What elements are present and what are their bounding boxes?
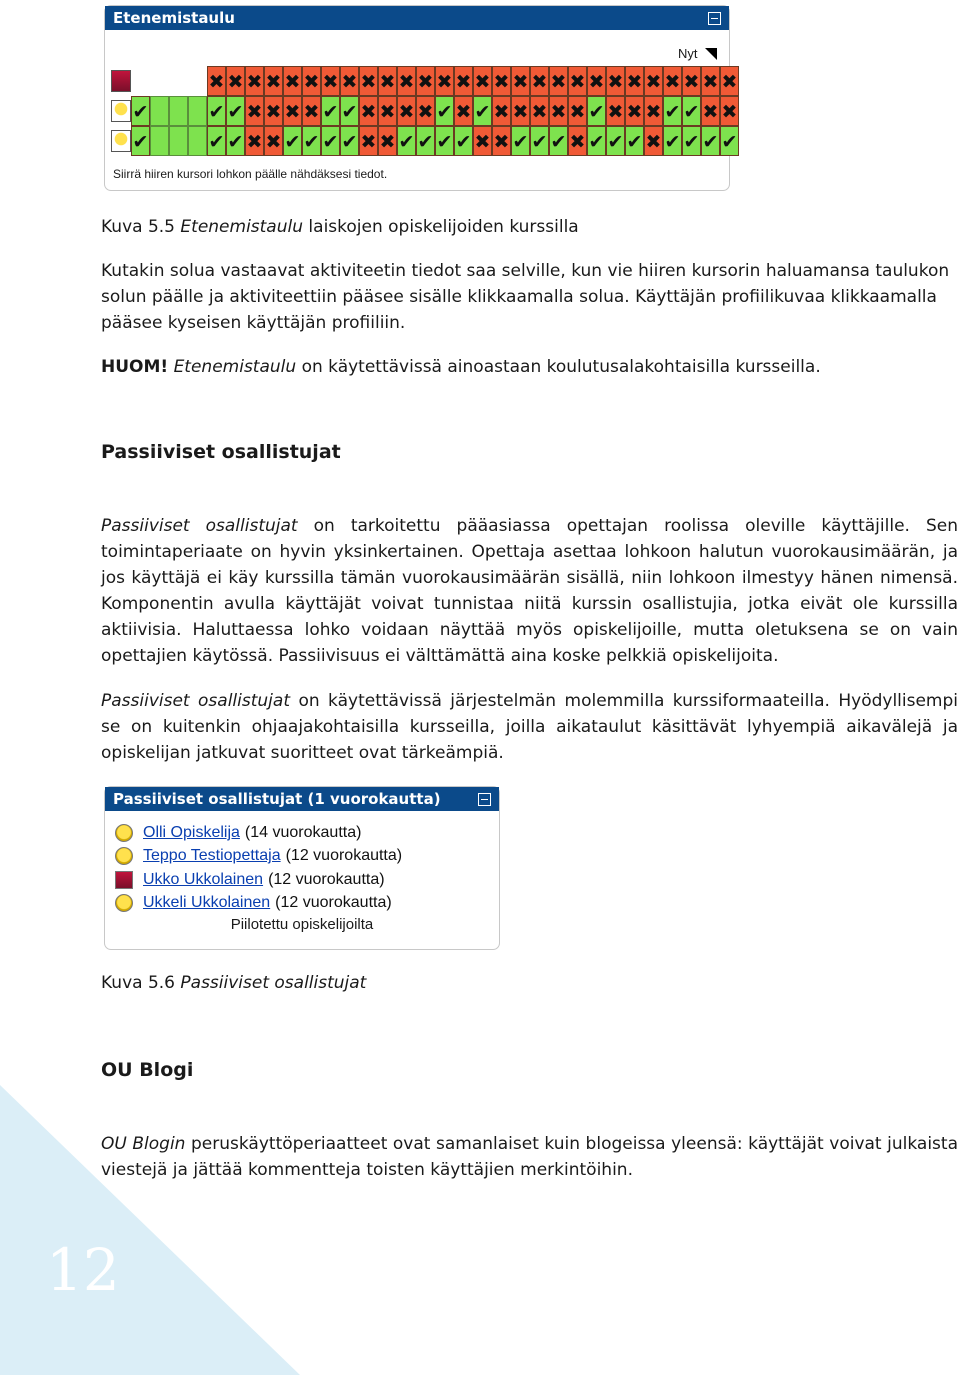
progress-cell-not-completed[interactable] — [663, 66, 682, 96]
smiley-avatar-icon[interactable] — [115, 847, 133, 865]
smiley-avatar-icon[interactable] — [115, 824, 133, 842]
cross-icon: ✖ — [284, 71, 301, 93]
cross-icon: ✖ — [474, 131, 491, 153]
paragraph-ou-blog — [101, 1131, 958, 1183]
checkmark-icon: ✔ — [683, 101, 700, 123]
checkmark-icon: ✔ — [436, 131, 453, 153]
checkmark-icon: ✔ — [683, 131, 700, 153]
cross-icon: ✖ — [398, 71, 415, 93]
cross-icon: ✖ — [493, 71, 510, 93]
checkmark-icon: ✔ — [132, 131, 149, 153]
progress-cell-not-completed[interactable] — [283, 96, 302, 126]
progress-cell-not-completed[interactable] — [625, 96, 644, 126]
checkmark-icon: ✔ — [132, 101, 149, 123]
participant-name-link[interactable]: Olli Opiskelija — [143, 824, 240, 841]
cross-icon: ✖ — [284, 101, 301, 123]
cross-icon: ✖ — [626, 71, 643, 93]
cross-icon: ✖ — [626, 101, 643, 123]
progress-cell-not-completed[interactable] — [568, 126, 587, 156]
paragraph-progress-usage: Kutakin solua vastaavat aktiviteetin tiedot saa selville, kun vie hiiren kursorin haluamansa taulukon solun päälle ja aktiviteettiin pääsee sisälle klikkaamalla solua. Käyttäjän profiilikuvaa klikkaamalla pääsee kyseisen käyttäjän profiiliin. — [101, 261, 950, 333]
checkmark-icon: ✔ — [417, 131, 434, 153]
cross-icon: ✖ — [265, 131, 282, 153]
cross-icon: ✖ — [379, 101, 396, 123]
progress-cell-completed[interactable] — [340, 126, 359, 156]
progress-cell-completed[interactable] — [625, 126, 644, 156]
progress-cell-not-completed[interactable] — [245, 126, 264, 156]
collapse-icon[interactable] — [708, 12, 721, 25]
checkmark-icon: ✔ — [664, 131, 681, 153]
paragraph-term: OU Blogin — [101, 1134, 186, 1154]
participant-name-link[interactable]: Ukko Ukkolainen — [143, 871, 264, 888]
progress-cell-not-completed[interactable] — [606, 96, 625, 126]
progress-cell-not-completed[interactable] — [701, 66, 720, 96]
note-label: HUOM! — [101, 357, 169, 377]
passive-block-title: Passiiviset osallistujat (1 vuorokautta) — [113, 790, 441, 808]
cross-icon: ✖ — [550, 71, 567, 93]
progress-cell-not-completed[interactable] — [644, 96, 663, 126]
participant-item — [115, 869, 385, 891]
cross-icon: ✖ — [474, 71, 491, 93]
progress-cell-completed[interactable] — [435, 126, 454, 156]
cross-icon: ✖ — [398, 101, 415, 123]
progress-cell-not-completed[interactable] — [359, 126, 378, 156]
red-avatar-icon[interactable] — [111, 70, 131, 92]
checkmark-icon: ✔ — [664, 101, 681, 123]
progress-cell-completed[interactable] — [226, 96, 245, 126]
progress-block-header — [105, 6, 729, 30]
progress-cell-not-completed[interactable] — [454, 66, 473, 96]
cross-icon: ✖ — [550, 101, 567, 123]
checkmark-icon: ✔ — [531, 131, 548, 153]
progress-cell-extra[interactable] — [188, 126, 207, 156]
progress-cell-not-completed[interactable] — [302, 96, 321, 126]
cross-icon: ✖ — [569, 131, 586, 153]
red-avatar-icon[interactable] — [115, 871, 133, 889]
checkmark-icon: ✔ — [721, 131, 738, 153]
progress-cell-not-completed[interactable] — [378, 66, 397, 96]
paragraph-term: Passiiviset osallistujat — [101, 516, 298, 536]
progress-cell-completed[interactable] — [663, 96, 682, 126]
participant-item — [115, 892, 392, 914]
note-paragraph — [101, 354, 958, 380]
progress-cell-completed[interactable] — [587, 96, 606, 126]
hidden-from-students-label: Piilotettu opiskelijoilta — [230, 916, 374, 933]
cross-icon: ✖ — [455, 71, 472, 93]
participant-days: (14 vuorokautta) — [244, 824, 362, 841]
cross-icon: ✖ — [341, 71, 358, 93]
checkmark-icon: ✔ — [474, 101, 491, 123]
progress-cell-completed[interactable] — [530, 126, 549, 156]
collapse-icon[interactable] — [478, 793, 491, 806]
paragraph-text: on tarkoitettu pääasiassa opettajan roolissa oleville käyttäjille. Sen toimintaperiaate on hyvin yksinkertainen. Opettaja asettaa lohkoon halutun vuorokausimäärän, ja jos käyttäjä ei käy kurssilla tämän vuorokausimäärän sisällä, niin lohkoon ilmestyy hänen nimensä. Komponentin avulla käyttäjät voivat tunnistaa niitä kurssin osallistujia, jotka eivät ole kurssilla aktiivisia. Haluttaessa lohko voidaan näyttää myös opiskelijoille, mutta oletuksena se on vain opettajien käytössä. Passiivisuus ei välttämättä aina koske pelkkiä opiskelijoita. — [101, 516, 958, 666]
progress-cell-extra[interactable] — [169, 126, 188, 156]
paragraph-passive-formats — [101, 688, 958, 766]
progress-cell-completed[interactable] — [511, 126, 530, 156]
checkmark-icon: ✔ — [607, 131, 624, 153]
progress-cell-not-completed[interactable] — [644, 126, 663, 156]
progress-cell-completed[interactable] — [606, 126, 625, 156]
progress-cell-not-completed[interactable] — [207, 66, 226, 96]
checkmark-icon: ✔ — [512, 131, 529, 153]
cross-icon: ✖ — [493, 101, 510, 123]
progress-cell-completed[interactable] — [340, 96, 359, 126]
progress-cell-completed[interactable] — [473, 96, 492, 126]
progress-cell-completed[interactable] — [131, 96, 150, 126]
checkmark-icon: ✔ — [322, 101, 339, 123]
checkmark-icon: ✔ — [588, 131, 605, 153]
progress-cell-not-completed[interactable] — [549, 66, 568, 96]
note-term: Etenemistaulu — [173, 357, 297, 377]
progress-cell-not-completed[interactable] — [720, 66, 739, 96]
checkmark-icon: ✔ — [626, 131, 643, 153]
progress-cell-not-completed[interactable] — [568, 96, 587, 126]
checkmark-icon: ✔ — [588, 101, 605, 123]
progress-block — [104, 5, 738, 191]
checkmark-icon: ✔ — [227, 101, 244, 123]
progress-cell-not-completed[interactable] — [435, 66, 454, 96]
heading-ou-blog: OU Blogi — [101, 1059, 194, 1081]
caption-prefix: Kuva 5.5 — [101, 217, 175, 237]
participant-days: (12 vuorokautta) — [275, 894, 392, 911]
progress-cell-not-completed[interactable] — [587, 66, 606, 96]
progress-cell-not-completed[interactable] — [682, 66, 701, 96]
cross-icon: ✖ — [246, 131, 263, 153]
progress-cell-completed[interactable] — [226, 126, 245, 156]
progress-cell-not-completed[interactable] — [416, 66, 435, 96]
progress-cell-completed[interactable] — [682, 96, 701, 126]
checkmark-icon: ✔ — [227, 131, 244, 153]
progress-cell-completed[interactable] — [302, 126, 321, 156]
progress-block-title: Etenemistaulu — [113, 9, 235, 27]
progress-cell-not-completed[interactable] — [378, 126, 397, 156]
paragraph-text: peruskäyttöperiaatteet ovat samanlaiset kuin blogeissa yleensä: käyttäjät voivat julkaista viestejä ja jättää kommentteja toisten käyttäjien merkintöihin. — [101, 1134, 958, 1180]
progress-cell-not-completed[interactable] — [340, 66, 359, 96]
checkmark-icon: ✔ — [303, 131, 320, 153]
progress-cell-not-completed[interactable] — [492, 96, 511, 126]
progress-cell-not-completed[interactable] — [302, 66, 321, 96]
cross-icon: ✖ — [360, 71, 377, 93]
cross-icon: ✖ — [493, 131, 510, 153]
cross-icon: ✖ — [664, 71, 681, 93]
progress-cell-completed[interactable] — [397, 126, 416, 156]
progress-cell-completed[interactable] — [549, 126, 568, 156]
progress-cell-not-completed[interactable] — [473, 126, 492, 156]
checkmark-icon: ✔ — [702, 131, 719, 153]
checkmark-icon: ✔ — [436, 101, 453, 123]
cross-icon: ✖ — [588, 71, 605, 93]
cross-icon: ✖ — [569, 71, 586, 93]
cross-icon: ✖ — [702, 71, 719, 93]
progress-cell-not-completed[interactable] — [530, 66, 549, 96]
passive-participants-block — [104, 786, 500, 950]
progress-cell-not-completed[interactable] — [492, 66, 511, 96]
progress-cell-not-completed[interactable] — [245, 96, 264, 126]
participant-name-link[interactable]: Ukkeli Ukkolainen — [143, 894, 271, 911]
smiley-avatar-icon[interactable] — [115, 894, 133, 912]
progress-cell-not-completed[interactable] — [625, 66, 644, 96]
progress-cell-not-completed[interactable] — [549, 96, 568, 126]
progress-cell-not-completed[interactable] — [397, 66, 416, 96]
caption-rest: laiskojen opiskelijoiden kurssilla — [308, 217, 579, 237]
cross-icon: ✖ — [322, 71, 339, 93]
cross-icon: ✖ — [531, 101, 548, 123]
progress-cell-completed[interactable] — [283, 126, 302, 156]
note-text: on käytettävissä ainoastaan koulutusalakohtaisilla kursseilla. — [301, 357, 821, 377]
progress-cell-completed[interactable] — [207, 126, 226, 156]
cross-icon: ✖ — [360, 101, 377, 123]
progress-cell-extra[interactable] — [169, 96, 188, 126]
cross-icon: ✖ — [455, 101, 472, 123]
cross-icon: ✖ — [512, 101, 529, 123]
cross-icon: ✖ — [512, 71, 529, 93]
cross-icon: ✖ — [360, 131, 377, 153]
progress-hint: Siirrä hiiren kursori lohkon päälle nähdäksesi tiedot. — [113, 167, 388, 181]
progress-cell-not-completed[interactable] — [321, 66, 340, 96]
cross-icon: ✖ — [683, 71, 700, 93]
cross-icon: ✖ — [265, 101, 282, 123]
progress-cell-completed[interactable] — [435, 96, 454, 126]
progress-cell-not-completed[interactable] — [264, 96, 283, 126]
participant-name-link[interactable]: Teppo Testiopettaja — [143, 847, 281, 864]
now-label: Nyt — [678, 46, 698, 61]
progress-cell-completed[interactable] — [454, 126, 473, 156]
progress-cell-not-completed[interactable] — [226, 66, 245, 96]
progress-cell-not-completed[interactable] — [720, 96, 739, 126]
checkmark-icon: ✔ — [455, 131, 472, 153]
progress-cell-not-completed[interactable] — [397, 96, 416, 126]
progress-cell-completed[interactable] — [416, 126, 435, 156]
cross-icon: ✖ — [227, 71, 244, 93]
progress-cell-extra[interactable] — [150, 126, 169, 156]
progress-cell-completed[interactable] — [663, 126, 682, 156]
caption-title: Etenemistaulu — [180, 217, 304, 237]
cross-icon: ✖ — [702, 101, 719, 123]
progress-cell-not-completed[interactable] — [701, 96, 720, 126]
participant-days: (12 vuorokautta) — [268, 871, 385, 888]
progress-cell-not-completed[interactable] — [264, 126, 283, 156]
cross-icon: ✖ — [607, 71, 624, 93]
participant-item — [115, 845, 402, 867]
cross-icon: ✖ — [246, 101, 263, 123]
paragraph-passive-description — [101, 513, 958, 669]
smiley-avatar-icon[interactable] — [111, 130, 131, 152]
paragraph-term: Passiiviset osallistujat — [101, 691, 290, 711]
caption-title: Passiiviset osallistujat — [180, 973, 367, 993]
progress-cell-not-completed[interactable] — [359, 96, 378, 126]
participant-days: (12 vuorokautta) — [285, 847, 403, 864]
cross-icon: ✖ — [265, 71, 282, 93]
cross-icon: ✖ — [379, 71, 396, 93]
cross-icon: ✖ — [721, 71, 738, 93]
cross-icon: ✖ — [379, 131, 396, 153]
cross-icon: ✖ — [721, 101, 738, 123]
progress-cell-extra[interactable] — [150, 96, 169, 126]
progress-cell-not-completed[interactable] — [492, 126, 511, 156]
cross-icon: ✖ — [417, 101, 434, 123]
checkmark-icon: ✔ — [550, 131, 567, 153]
progress-cell-not-completed[interactable] — [264, 66, 283, 96]
progress-cell-not-completed[interactable] — [644, 66, 663, 96]
progress-cell-completed[interactable] — [701, 126, 720, 156]
checkmark-icon: ✔ — [208, 131, 225, 153]
cross-icon: ✖ — [645, 131, 662, 153]
progress-cell-not-completed[interactable] — [568, 66, 587, 96]
progress-cell-not-completed[interactable] — [473, 66, 492, 96]
progress-cell-not-completed[interactable] — [378, 96, 397, 126]
checkmark-icon: ✔ — [322, 131, 339, 153]
progress-cell-not-completed[interactable] — [245, 66, 264, 96]
passive-block-header — [105, 787, 499, 811]
cross-icon: ✖ — [208, 71, 225, 93]
cross-icon: ✖ — [645, 71, 662, 93]
page-number: 12 — [46, 1236, 120, 1304]
progress-cell-completed[interactable] — [587, 126, 606, 156]
caption-prefix: Kuva 5.6 — [101, 973, 175, 993]
progress-cell-completed[interactable] — [131, 126, 150, 156]
progress-cell-not-completed[interactable] — [606, 66, 625, 96]
paragraph-text: on käytettävissä järjestelmän molemmilla kurssiformaateilla. Hyödyllisempi se on kuitenkin ohjaajakohtaisilla kursseilla, joilla aikataulut käsittävät lyhyempiä aikavälejä ja opiskelijan jatkuvat suoritteet ovat tärkeämpiä. — [101, 691, 959, 763]
figure-caption-5-5 — [101, 214, 958, 240]
progress-cell-extra[interactable] — [188, 96, 207, 126]
progress-cell-completed[interactable] — [207, 96, 226, 126]
checkmark-icon: ✔ — [208, 101, 225, 123]
progress-cell-not-completed[interactable] — [454, 96, 473, 126]
cross-icon: ✖ — [569, 101, 586, 123]
cross-icon: ✖ — [303, 71, 320, 93]
progress-cell-completed[interactable] — [321, 126, 340, 156]
figure-caption-5-6 — [101, 970, 958, 996]
heading-passive-participants: Passiiviset osallistujat — [101, 441, 341, 463]
participant-item — [115, 822, 361, 844]
progress-cell-completed[interactable] — [321, 96, 340, 126]
cross-icon: ✖ — [531, 71, 548, 93]
cross-icon: ✖ — [417, 71, 434, 93]
progress-cell-not-completed[interactable] — [511, 96, 530, 126]
checkmark-icon: ✔ — [284, 131, 301, 153]
checkmark-icon: ✔ — [398, 131, 415, 153]
progress-cell-not-completed[interactable] — [511, 66, 530, 96]
checkmark-icon: ✔ — [341, 101, 358, 123]
progress-cell-completed[interactable] — [682, 126, 701, 156]
cross-icon: ✖ — [436, 71, 453, 93]
cross-icon: ✖ — [645, 101, 662, 123]
progress-cell-completed[interactable] — [720, 126, 739, 156]
cross-icon: ✖ — [246, 71, 263, 93]
progress-cell-not-completed[interactable] — [416, 96, 435, 126]
progress-cell-not-completed[interactable] — [530, 96, 549, 126]
progress-cell-not-completed[interactable] — [359, 66, 378, 96]
smiley-avatar-icon[interactable] — [111, 100, 131, 122]
now-marker-icon — [705, 48, 717, 60]
cross-icon: ✖ — [303, 101, 320, 123]
checkmark-icon: ✔ — [341, 131, 358, 153]
cross-icon: ✖ — [607, 101, 624, 123]
progress-cell-not-completed[interactable] — [283, 66, 302, 96]
